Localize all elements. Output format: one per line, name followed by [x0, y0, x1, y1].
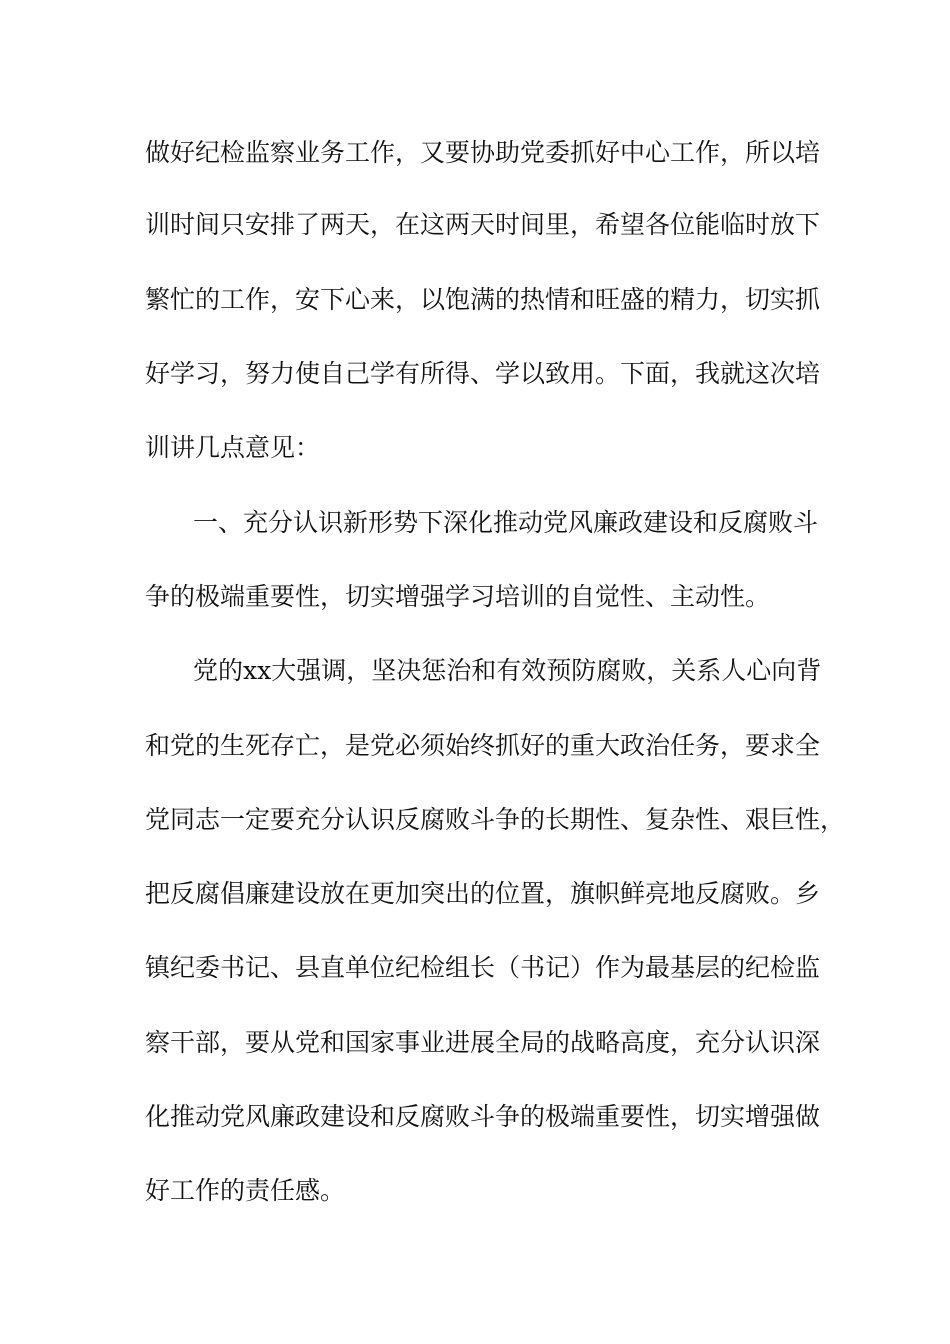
paragraph-line-1: 党的xx大强调，坚决惩治和有效预防腐败，关系人心向背: [193, 656, 822, 685]
section-heading-line-2: 争的极端重要性，切实增强学习培训的自觉性、主动性。: [145, 582, 771, 611]
text-line-2: 训时间只安排了两天，在这两天时间里，希望各位能临时放下: [145, 210, 821, 239]
paragraph-line-2: 和党的生死存亡，是党必须始终抓好的重大政治任务，要求全: [145, 731, 821, 760]
paragraph-line-7: 化推动党风廉政建设和反腐败斗争的极端重要性，切实增强做: [145, 1102, 821, 1131]
paragraph-line-4: 把反腐倡廉建设放在更加突出的位置，旗帜鲜亮地反腐败。乡: [145, 879, 821, 908]
paragraph-line-5: 镇纪委书记、县直单位纪检组长（书记）作为最基层的纪检监: [145, 953, 821, 982]
paragraph-line-6: 察干部，要从党和国家事业进展全局的战略高度，充分认识深: [145, 1028, 821, 1057]
text-line-1: 做好纪检监察业务工作，又要协助党委抓好中心工作，所以培: [145, 138, 821, 167]
section-heading-line-1: 一、充分认识新形势下深化推动党风廉政建设和反腐败斗: [193, 508, 819, 537]
text-line-3: 繁忙的工作，安下心来，以饱满的热情和旺盛的精力，切实抓: [145, 285, 821, 314]
paragraph-line-8: 好工作的责任感。: [145, 1176, 346, 1205]
paragraph-line-3: 党同志一定要充分认识反腐败斗争的长期性、复杂性、艰巨性，: [145, 805, 846, 834]
text-line-4: 好学习，努力使自己学有所得、学以致用。下面，我就这次培: [145, 359, 821, 388]
text-line-5: 训讲几点意见：: [145, 433, 321, 462]
